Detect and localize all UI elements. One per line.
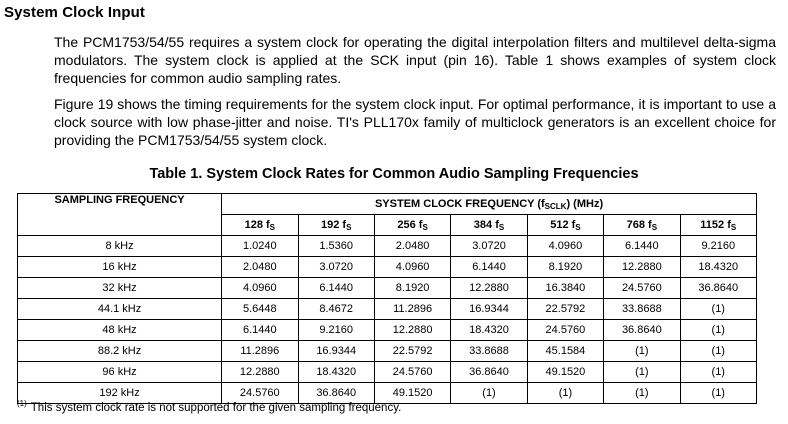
sampling-frequency-cell: 48 kHz [18,320,222,341]
clock-rate-table [17,193,757,404]
clock-rate-cell: 36.8640 [604,320,680,341]
clock-rate-cell: 3.0720 [298,257,374,278]
table-caption: Table 1. System Clock Rates for Common Audio Sampling Frequencies [149,166,639,182]
clock-rate-cell: 4.0960 [222,278,298,299]
clock-rate-cell: 6.1440 [222,320,298,341]
clock-rate-cell: 49.1520 [374,383,450,404]
timing-paragraph: Figure 19 shows the timing requirements for the system clock input. For optimal performance, it is important to use a clock source with low phase-jitter and noise. TI's PLL170x family of multiclock generators is an excellent choice for providing the PCM1753/54/55 system clock. [54,96,776,148]
clock-rate-cell: (1) [680,320,756,341]
clock-rate-cell: 18.4320 [680,257,756,278]
clock-rate-cell: 36.8640 [298,383,374,404]
table-row [18,320,757,341]
clock-rate-cell: (1) [527,383,603,404]
table-row [18,362,757,383]
clock-rate-cell: 8.1920 [374,278,450,299]
clock-rate-cell: 2.0480 [222,257,298,278]
clock-rate-cell: 22.5792 [527,299,603,320]
multiplier-subscript: S [575,222,581,232]
multiplier-subscript: S [498,222,505,232]
clock-rate-cell: 3.0720 [451,236,527,257]
clock-rate-cell: 6.1440 [451,257,527,278]
sampling-frequency-header [18,194,222,236]
clock-rate-cell: 9.2160 [298,320,374,341]
clock-rate-cell: 36.8640 [451,362,527,383]
multiplier-subscript: S [422,222,428,232]
multiplier-header-cell [222,215,298,236]
sampling-frequency-cell: 192 kHz [18,383,222,404]
multiplier-label: 1152 f [700,218,731,231]
table-row [18,257,757,278]
clock-rate-cell: 5.6448 [222,299,298,320]
clock-rate-cell: 6.1440 [298,278,374,299]
clock-rate-cell: 24.5760 [374,362,450,383]
clock-rate-cell: 16.3840 [527,278,603,299]
clock-rate-cell: 4.0960 [527,236,603,257]
multiplier-header-cell [298,215,374,236]
footnote-text: This system clock rate is not supported for the given sampling frequency. [30,402,402,414]
sampling-frequency-cell: 44.1 kHz [18,299,222,320]
multiplier-header-cell [451,215,527,236]
clock-rate-cell: 12.2880 [222,362,298,383]
table-body [18,236,757,404]
clock-rate-cell: (1) [604,362,680,383]
multiplier-header-cell [527,215,603,236]
clock-rate-cell: 12.2880 [604,257,680,278]
footnote-mark: (1) [17,399,27,408]
clock-rate-cell: 45.1584 [527,341,603,362]
multiplier-subscript: S [346,222,352,232]
table-row [18,299,757,320]
clock-rate-cell: 22.5792 [374,341,450,362]
clock-rate-cell: 8.4672 [298,299,374,320]
sampling-frequency-cell: 16 kHz [18,257,222,278]
clock-rate-cell: 11.2896 [222,341,298,362]
clock-rate-cell: (1) [680,383,756,404]
group-header-suffix: ) (MHz) [566,197,604,210]
clock-rate-cell: (1) [604,341,680,362]
clock-rate-cell: 36.8640 [680,278,756,299]
clock-rate-cell: 33.8688 [451,341,527,362]
intro-paragraph: The PCM1753/54/55 requires a system clock for operating the digital interpolation filters and multilevel delta-sigma modulators. The system clock is applied at the SCK input (pin 16). Table 1 shows examples of system clock frequencies for common audio sampling rates. [54,34,776,86]
clock-rate-cell: 11.2896 [374,299,450,320]
multiplier-label: 192 f [320,218,347,231]
multiplier-subscript: S [651,222,658,232]
clock-rate-cell: 18.4320 [451,320,527,341]
clock-rate-cell: 18.4320 [298,362,374,383]
clock-rate-cell: 16.9344 [298,341,374,362]
clock-rate-cell: (1) [680,341,756,362]
table-row [18,278,757,299]
multiplier-label: 128 f [244,218,270,231]
clock-rate-cell: 4.0960 [374,257,450,278]
multiplier-label: 768 f [626,218,652,231]
group-header-prefix: SYSTEM CLOCK FREQUENCY (f [374,197,545,210]
sampling-frequency-cell: 88.2 kHz [18,341,222,362]
system-clock-frequency-header [222,194,757,215]
multiplier-label: 512 f [550,218,576,231]
clock-rate-cell: 8.1920 [527,257,603,278]
multiplier-label: 384 f [473,218,499,231]
clock-rate-cell: (1) [680,362,756,383]
table-row [18,341,757,362]
clock-rate-cell: 33.8688 [604,299,680,320]
clock-rate-cell: 2.0480 [374,236,450,257]
clock-rate-cell: 24.5760 [604,278,680,299]
clock-rate-cell: 12.2880 [451,278,527,299]
clock-rate-cell: 49.1520 [527,362,603,383]
clock-rate-cell: 24.5760 [527,320,603,341]
multiplier-label: 256 f [397,218,423,231]
clock-rate-cell: 9.2160 [680,236,756,257]
table-footnote [17,399,401,414]
sampling-frequency-cell: 32 kHz [18,278,222,299]
multiplier-header-cell [374,215,450,236]
clock-rate-cell: 1.0240 [222,236,298,257]
table-row [18,236,757,257]
sampling-frequency-cell: 8 kHz [18,236,222,257]
table-header-row [18,194,757,215]
clock-rate-cell: 16.9344 [451,299,527,320]
group-header-subscript: SCLK [544,201,567,211]
clock-rate-cell: 12.2880 [374,320,450,341]
multiplier-subscript: S [269,222,275,232]
clock-rate-cell: 1.5360 [298,236,374,257]
section-heading: System Clock Input [4,4,145,21]
clock-rate-cell: 6.1440 [604,236,680,257]
clock-rate-cell: (1) [604,383,680,404]
clock-rate-cell: 24.5760 [222,383,298,404]
multiplier-subscript: S [730,222,737,232]
clock-rate-cell: (1) [680,299,756,320]
clock-rate-cell: (1) [451,383,527,404]
multiplier-header-cell [680,215,756,236]
multiplier-header-cell [604,215,680,236]
sampling-frequency-header-label: SAMPLING FREQUENCY [54,194,185,206]
sampling-frequency-cell: 96 kHz [18,362,222,383]
